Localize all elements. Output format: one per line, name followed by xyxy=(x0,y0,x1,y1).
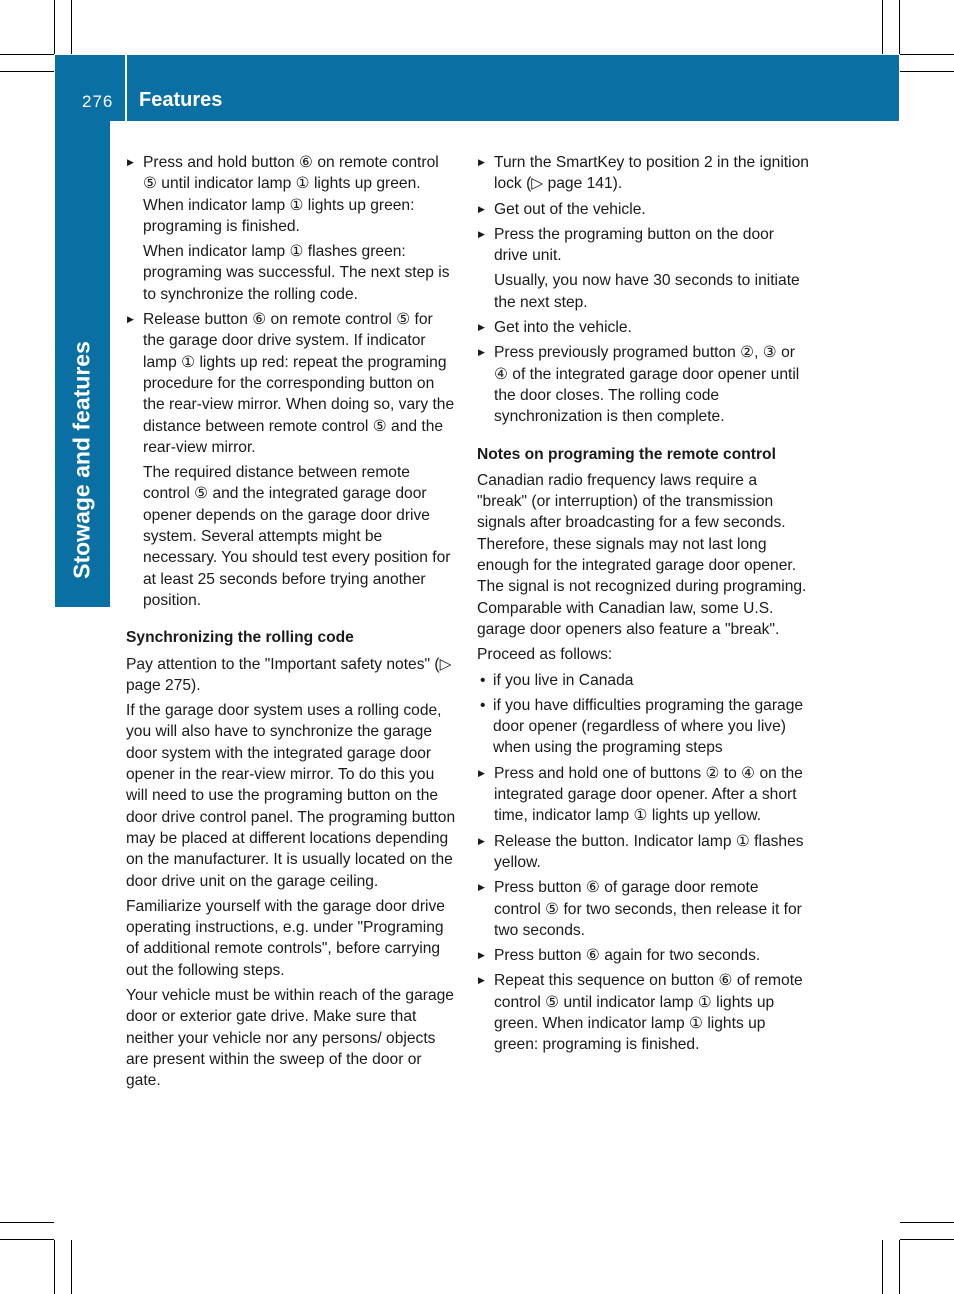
instruction-step: ▶ Press button ⑥ again for two seconds. xyxy=(477,945,809,966)
bullet-item: • if you live in Canada xyxy=(477,670,809,691)
instruction-step: ▶ Release the button. Indicator lamp ① flashes yellow. xyxy=(477,831,809,874)
paragraph: Familiarize yourself with the garage door drive operating instructions, e.g. under "Programing of additional remote controls", before carrying out the following steps. xyxy=(126,897,445,979)
step-note: The required distance between remote control ⑤ and the integrated garage door opener depends on the garage door drive system. Several attempts might be necessary. You should test every position for at least 25 seconds before trying another position. xyxy=(143,464,451,609)
paragraph: Proceed as follows: xyxy=(477,646,613,664)
instruction-step: ▶ Press button ⑥ of garage door remote control ⑤ for two seconds, then release it for two seconds. xyxy=(477,877,809,941)
right-column xyxy=(477,152,809,1060)
step-note: Usually, you now have 30 seconds to initiate the next step. xyxy=(494,272,800,311)
crop-mark xyxy=(882,1240,883,1294)
header-divider xyxy=(125,55,127,121)
page-number: 276 xyxy=(82,92,114,111)
paragraph: Your vehicle must be within reach of the garage door or exterior gate drive. Make sure that neither your vehicle nor any persons/ objects are present within the sweep of the door or gate. xyxy=(126,986,454,1090)
crop-mark xyxy=(900,1222,954,1223)
crop-mark xyxy=(900,1239,954,1240)
left-column xyxy=(126,152,456,1095)
instruction-step: ▶ Press the programing button on the door drive unit. xyxy=(477,224,809,267)
crop-mark xyxy=(54,0,55,54)
instruction-step: ▶ Get out of the vehicle. xyxy=(477,199,809,220)
crop-mark xyxy=(900,54,954,55)
subsection-heading: Synchronizing the rolling code xyxy=(126,629,354,647)
paragraph: Canadian radio frequency laws require a "break" (or interruption) of the transmission signals after broadcasting for a few seconds. Therefore, these signals may not last long enough for the integrated garage door opener. The signal is not recognized during programing. Comparable with Canadian law, some U.S. garage door openers also feature a "break". xyxy=(477,471,807,638)
crop-mark xyxy=(0,71,54,72)
crop-mark xyxy=(0,1222,54,1223)
section-title: Features xyxy=(139,89,223,111)
subsection-heading: Notes on programing the remote control xyxy=(477,445,776,463)
instruction-step: ▶ Press and hold button ⑥ on remote control ⑤ until indicator lamp ① lights up green. When indicator lamp ① lights up green: programing is finished. xyxy=(126,152,456,237)
instruction-step: ▶ Get into the vehicle. xyxy=(477,317,809,338)
paragraph: If the garage door system uses a rolling code, you will also have to synchronize the garage door system with the integrated garage door opener in the rear-view mirror. To do this you will need to use the programing button on the door drive control panel. The programing button may be placed at different locations depending on the manufacturer. It is usually located on the door drive unit on the garage ceiling. xyxy=(126,702,456,890)
side-label: Stowage and features xyxy=(68,341,95,579)
step-note: When indicator lamp ① flashes green: programing was successful. The next step is to synchronize the rolling code. xyxy=(143,243,450,303)
instruction-step: ▶ Repeat this sequence on button ⑥ of remote control ⑤ until indicator lamp ① lights up green. When indicator lamp ① lights up green: programing is finished. xyxy=(477,970,809,1055)
crop-mark xyxy=(0,54,54,55)
crop-mark xyxy=(0,1239,54,1240)
instruction-step: ▶ Turn the SmartKey to position 2 in the ignition lock (▷ page 141). xyxy=(477,152,809,195)
crop-mark xyxy=(899,1240,900,1294)
crop-mark xyxy=(899,0,900,54)
crop-mark xyxy=(900,71,954,72)
instruction-step: ▶ Press previously programed button ②, ③ or ④ of the integrated garage door opener until the door closes. The rolling code synchronization is then complete. xyxy=(477,342,809,427)
paragraph: Pay attention to the "Important safety notes" (▷ page 275). xyxy=(126,655,452,694)
crop-mark xyxy=(54,1240,55,1294)
instruction-step: ▶ Release button ⑥ on remote control ⑤ for the garage door drive system. If indicator lamp ① lights up red: repeat the programing procedure for the corresponding button on the rear-view mirror. When doing so, vary the distance between remote control ⑤ and the rear-view mirror. xyxy=(126,309,456,458)
bullet-item: • if you have difficulties programing the garage door opener (regardless of where you live) when using the programing steps xyxy=(477,695,809,759)
crop-mark xyxy=(882,0,883,54)
crop-mark xyxy=(71,1240,72,1294)
instruction-step: ▶ Press and hold one of buttons ② to ④ on the integrated garage door opener. After a short time, indicator lamp ① lights up yellow. xyxy=(477,763,809,827)
crop-mark xyxy=(71,0,72,54)
